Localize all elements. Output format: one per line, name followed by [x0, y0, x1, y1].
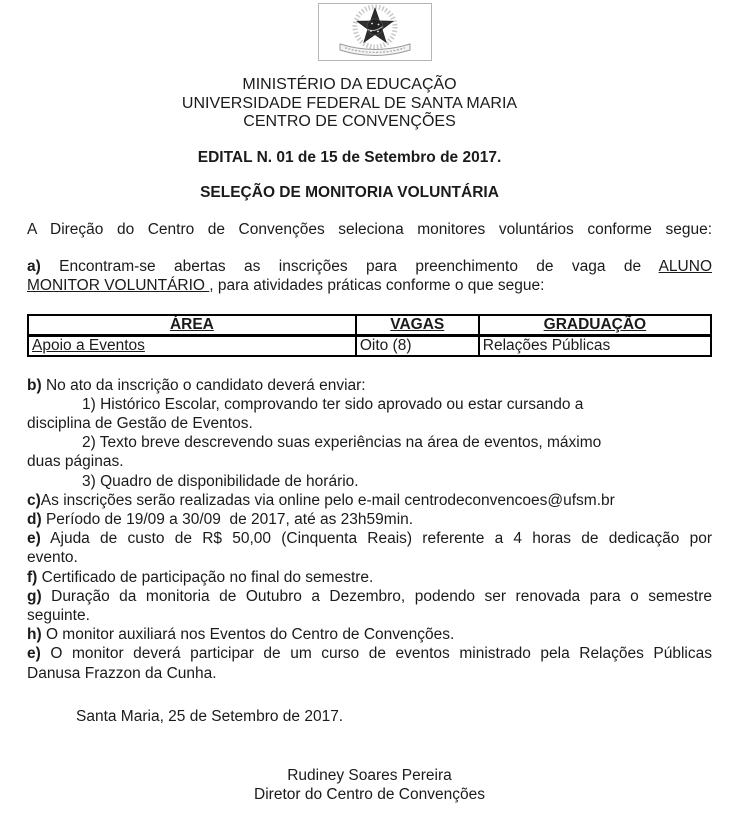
item-d-label: d) — [27, 510, 42, 528]
item-d-line — [27, 510, 712, 529]
table-header-vagas: VAGAS — [356, 315, 479, 336]
subitem-2-line1: 2) Texto breve descrevendo suas experiências na área de eventos, máximo — [82, 434, 602, 452]
table-header-graduacao: GRADUAÇÃO — [479, 315, 711, 336]
table-cell-vagas: Oito (8) — [356, 335, 479, 356]
date-line: Santa Maria, 25 de Setembro de 2017. — [76, 707, 344, 725]
item-e-label: e) — [27, 530, 41, 548]
vacancy-table — [27, 314, 712, 357]
item-c-line — [27, 491, 712, 510]
subitem-3-line1: 3) Quadro de disponibilidade de horário. — [82, 472, 359, 490]
item-b-label: b) — [27, 376, 42, 394]
item-g-line2: seguinte. — [27, 606, 90, 624]
item-b-line — [27, 376, 712, 395]
selection-title: SELEÇÃO DE MONITORIA VOLUNTÁRIA — [200, 183, 499, 201]
table-cell-graduacao: Relações Públicas — [479, 335, 711, 356]
item-a — [27, 257, 712, 295]
item-e2-text: O monitor deverá participar de um curso de eventos ministrado pela Relações Públicas — [40, 645, 712, 663]
signature-name: Rudiney Soares Pereira — [287, 766, 452, 784]
item-g-text: Duração da monitoria de Outubro a Dezembro, podendo ser renovada para o semestre — [41, 587, 712, 605]
item-h-line — [27, 625, 712, 644]
item-f-label: f) — [27, 568, 38, 586]
letterhead — [27, 76, 712, 132]
item-c-text: As inscrições serão realizadas via online pelo e-mail centrodeconvencoes@ufsm.br — [40, 491, 615, 509]
table-cell-area: Apoio a Eventos — [28, 335, 356, 356]
signature-block — [27, 766, 712, 804]
item-a-underline2: MONITOR VOLUNTÁRIO — [27, 277, 210, 295]
item-a-text2: , para atividades práticas conforme o que segue: — [209, 277, 545, 295]
item-e2-line1 — [27, 644, 712, 663]
item-h-label: h) — [27, 626, 42, 644]
item-a-underline1: ALUNO — [658, 258, 712, 276]
items-block — [27, 376, 712, 683]
edital-title: EDITAL N. 01 de 15 de Setembro de 2017. — [197, 148, 502, 166]
signature-title: Diretor do Centro de Convenções — [254, 786, 485, 804]
intro-paragraph — [27, 220, 712, 239]
ministry-line: MINISTÉRIO DA EDUCAÇÃO — [242, 76, 457, 93]
intro-line: A Direção do Centro de Convenções seleciona monitores voluntários conforme segue: — [27, 220, 712, 238]
item-c-label: c) — [27, 491, 41, 509]
item-e-line2: evento. — [27, 549, 78, 567]
item-a-text1: Encontram-se abertas as inscrições para preenchimento de vaga de — [40, 258, 659, 276]
table-row — [28, 335, 711, 356]
table-header-row — [28, 315, 711, 336]
item-d-text: Período de 19/09 a 30/09 de 2017, até as 23h59min. — [41, 510, 414, 528]
item-a-line2 — [27, 276, 712, 295]
subitem-2-line2: duas páginas. — [27, 453, 124, 471]
table-header-area: ÁREA — [28, 315, 356, 336]
item-g-line1 — [27, 587, 712, 606]
coat-of-arms-icon — [318, 3, 432, 61]
item-a-line1 — [27, 257, 712, 276]
item-e-text: Ajuda de custo de R$ 50,00 (Cinquenta Reais) referente a 4 horas de dedicação por — [40, 530, 712, 548]
item-a-label: a) — [27, 258, 41, 276]
brasao-republica-logo — [318, 3, 432, 61]
department-line: CENTRO DE CONVENÇÕES — [243, 113, 456, 130]
item-h-text: O monitor auxiliará nos Eventos do Centro de Convenções. — [41, 626, 455, 644]
item-f-line — [27, 568, 712, 587]
subitem-1-line1: 1) Histórico Escolar, comprovando ter sido aprovado ou estar cursando a — [82, 395, 584, 413]
item-f-text: Certificado de participação no final do semestre. — [37, 568, 374, 586]
university-line: UNIVERSIDADE FEDERAL DE SANTA MARIA — [181, 94, 518, 112]
item-e2-line2: Danusa Frazzon da Cunha. — [27, 664, 217, 682]
item-e-line1 — [27, 529, 712, 548]
item-e2-label: e) — [27, 645, 41, 663]
item-b-text: No ato da inscrição o candidato deverá enviar: — [41, 376, 366, 394]
item-g-label: g) — [27, 587, 42, 605]
subitem-1-line2: disciplina de Gestão de Eventos. — [27, 414, 253, 432]
